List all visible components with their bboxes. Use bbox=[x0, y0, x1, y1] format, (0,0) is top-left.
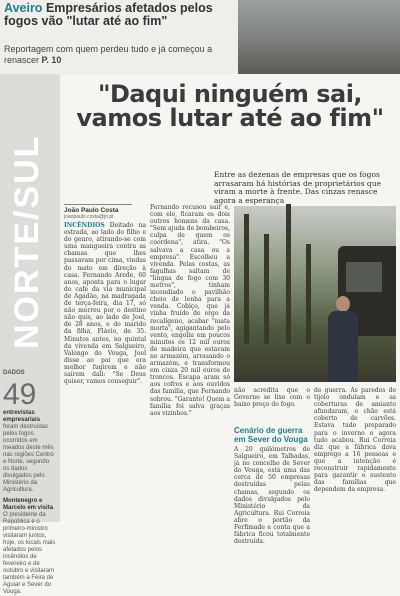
photo-tree bbox=[244, 214, 249, 344]
stat-caption-strong: entrevistas empresariais bbox=[3, 410, 41, 423]
teaser-subtitle bbox=[4, 44, 234, 65]
photo-person bbox=[328, 296, 358, 382]
photo-tree bbox=[306, 244, 311, 344]
teaser-page-ref: P. 10 bbox=[41, 54, 62, 65]
teaser-headline: Empresários afetados pelos fogos vão "lutar até ao fim" bbox=[4, 1, 213, 28]
photo-machine-cab bbox=[346, 262, 382, 292]
article-col3-upper: não acredita que o Governo se lixe com o baixo preço do fogo. bbox=[234, 387, 310, 409]
teaser-kicker: Aveiro bbox=[4, 1, 43, 15]
article-column-4 bbox=[314, 387, 396, 522]
dados-label: DADOS bbox=[3, 370, 25, 376]
photo-person-body bbox=[328, 311, 358, 382]
article-col4-text: de guerra. As paredes de tijolo ondulam e as coberturas de amianto afundaram, o chão está coberto de carvões. Estava tudo preparado para o inverno e agora tudo acabou. Rui Correia diz que a fábrica dava emprego a 16 pessoas e que a intenção é reconstruir rapidamente para garantir o sustento das famílias que dependem da empresa. bbox=[314, 387, 396, 494]
stat-value: 49 bbox=[3, 378, 37, 411]
photo-tree bbox=[264, 234, 269, 344]
front-teaser bbox=[0, 0, 400, 74]
teaser-title[interactable] bbox=[4, 2, 234, 28]
byline-email[interactable]: joaopaulo.costa@jn.pt bbox=[64, 214, 114, 220]
sidebar bbox=[0, 74, 60, 595]
stat-caption bbox=[3, 410, 57, 494]
photo-tree bbox=[286, 204, 291, 344]
stat-caption-text: foram destruídas pelos fogos ocorridos em meados deste mês nas regiões Centro e Norte, segundo os dados divulgados pelo Ministério da Agricultura. bbox=[3, 424, 54, 493]
byline-rule bbox=[64, 204, 132, 205]
article-photo bbox=[234, 206, 396, 382]
brief-title: Montenegro e Marcelo em visita bbox=[3, 498, 54, 511]
teaser-sub-text: Reportagem com quem perdeu tudo e já começou a renascer bbox=[4, 44, 213, 65]
byline-name: João Paulo Costa bbox=[64, 207, 119, 214]
article-col3-text: A 20 quilómetros de Salgueiro, em Talhadas, já no concelho de Sever do Vouga, está uma das cerca de 50 empresas destruídas pelas chamas, segundo os dados divulgados pelo Ministério da Agricultura. Rui Correia abre o portão da Ferfimade e conta que a fábrica ficou totalmente destruída. bbox=[234, 446, 310, 546]
article-column-2 bbox=[150, 204, 230, 522]
standfirst: Entre as dezenas de empresas que os fogos arrasaram há histórias de proprietários que viram a morte à frente. Das cinzas renasce agora a esperança bbox=[214, 170, 382, 205]
article-col2-text: Fernando recusou sair e, com ele, ficaram os dois outros homens da casa. "Sem ajuda de bombeiros, culpa de quem os coordena", atira. "Os salvava a casa ou a empresa". Escolheu a vivenda. Pelas costas, as fagulhas saltam de "lingua de fogo com 30 metros", tinham incendiado o pavilhão cheio de lenha para a venda. Cobiço, que já vinha fruído de ergo da recalígeno, acabar "mata morta", agigantando pelo vento, engoliu em poucos minutos os 12 mil euros de madeira que estavam no armazém, arrasando o armazém, e transformou em cinza 20 mil euros de troncos. Escapa aram só aos cofres e aos ouvidos das família, que Fernando sobrou. "Garanto! Quem a família foi salva graças aos vizinhos." bbox=[150, 204, 230, 417]
teaser-photo bbox=[238, 0, 400, 74]
article-col1-text: Deitado na estrada, ao lado do filho e do genro, atirando-se com uma mangueira contra as chamas que lhes passavam por cima, vindas do mato em direção à casa. Fernando Arede, 60 anos, aponta para o lugar do cafe da via municipal de Agadão, na madrugada de terça-feira, dia 17, só não morreu por o destino não quis, ao lado de Joel, de 28 anos, e do marido da filha, Flávio, de 35. Minutos antes, no quintal da vivenda em Salgueiro, Valongo do Vouga, Joel disse ao pai que era melhor fugirem e não saírem dali: "Se Deus quiser, vamos conseguir". bbox=[64, 222, 146, 386]
article-lead-tag: INCÊNDIOS bbox=[64, 222, 105, 229]
byline bbox=[64, 204, 132, 220]
headline: "Daqui ninguém sai, vamos lutar até ao fim" bbox=[76, 80, 384, 132]
section-label: NORTE/SUL bbox=[8, 134, 46, 349]
article-column-1 bbox=[64, 222, 146, 522]
brief-text: O presidente da República e o primeiro-ministro visitaram juntos, hoje, os locais mais afetados pelos incêndios de fevereiro e de outubro e visitaram também a Feira de Aguiar e Sever do Vouga. bbox=[3, 512, 56, 595]
article-subhead: Cenário de guerra em Sever do Vouga bbox=[234, 426, 308, 444]
photo-person-head bbox=[336, 296, 350, 312]
